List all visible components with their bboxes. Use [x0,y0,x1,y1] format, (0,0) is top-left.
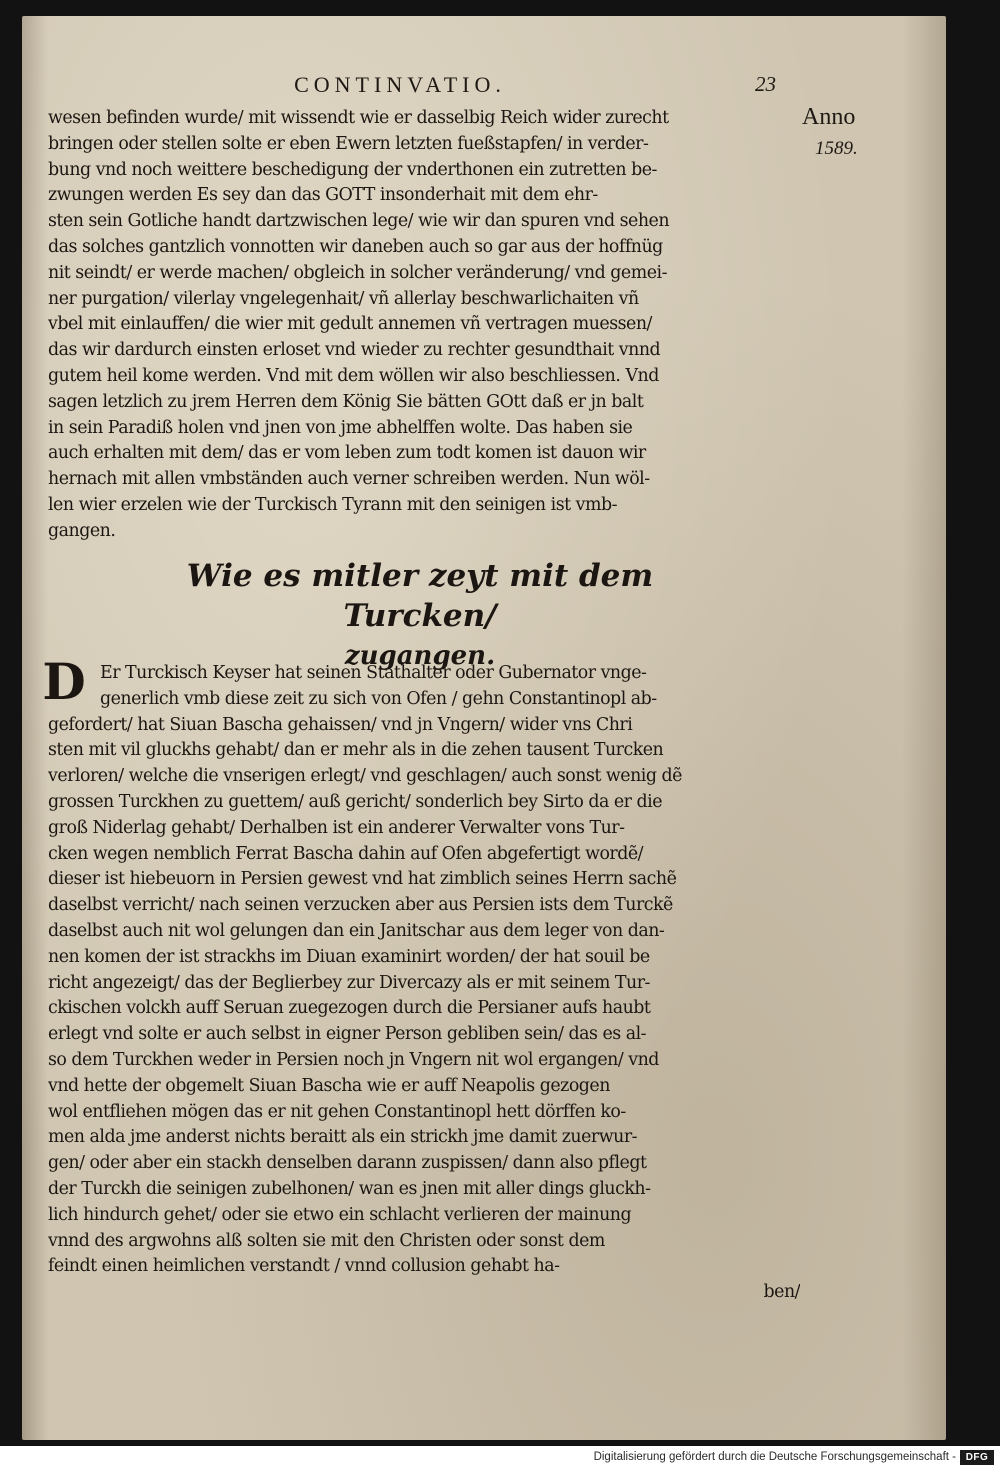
text-line: in sein Paradiß holen vnd jnen von jme abhelffen wolte. Das haben sie [48,417,633,438]
text-line: zwungen werden Es sey dan das GOTT insonderhait mit dem ehr- [48,185,598,206]
paragraph-1 [48,106,800,545]
text-line: das wir dardurch einsten erloset vnd wieder zu rechter gesundthait vnnd [48,340,661,361]
text-line: verloren/ welche die vnserigen erlegt/ vnd geschlagen/ auch sonst wenig dẽ [48,766,682,787]
text-line: richt angezeigt/ das der Beglierbey zur Divercazy als er mit seinem Tur- [48,972,650,993]
text-line: gefordert/ hat Siuan Bascha gehaissen/ vnd jn Vngern/ wider vns Chri [48,714,633,735]
text-line: sagen letzlich zu jrem Herren dem König Sie bätten GOtt daß er jn balt [48,391,644,412]
text-line: bringen oder stellen solte er eben Ewern letzten fueßstapfen/ in verder- [48,133,649,154]
text-line: wol entfliehen mögen das er nit gehen Constantinopl hett dörffen ko- [48,1101,626,1122]
text-line: bung vnd noch weittere beschedigung der vnderthonen ein zutretten be- [48,159,657,180]
text-line: len wier erzelen wie der Turckisch Tyrann mit den seinigen ist vmb- [48,494,617,515]
section-heading-line-1: Wie es mitler zeyt mit dem Turcken/ [186,558,654,634]
text-line: sten mit vil gluckhs gehabt/ dan er mehr als in die zehen tausent Turcken [48,740,664,761]
text-line: lich hindurch gehet/ oder sie etwo ein schlacht verlieren der mainung [48,1204,632,1225]
text-line: vnd hette der obgemelt Siuan Bascha wie er auff Neapolis gezogen [48,1075,610,1096]
text-line: wesen befinden wurde/ mit wissendt wie er dasselbig Reich wider zurecht [48,108,669,128]
text-line: dieser ist hiebeuorn in Persien gewest vnd hat zimblich seines Herrn sachẽ [48,869,677,890]
text-line: ben/ [763,1282,800,1303]
margin-note-year: 1589. [815,138,858,159]
text-line: das solches gantzlich vonnotten wir daneben auch so gar aus der hoffnüg [48,236,663,257]
page-number: 23 [755,72,776,96]
section-heading-line-2: zugangen. [344,641,496,671]
text-line: erlegt vnd solte er auch selbst in eigner Person gebliben sein/ das es al- [48,1024,647,1045]
text-line: Er Turckisch Keyser hat seinen Stathalter oder Gubernator vnge- [100,663,647,683]
text-line: gangen. [48,520,116,541]
text-line: nen komen der ist strackhs im Diuan examinirt worden/ der hat souil be [48,946,650,967]
text-line: men alda jme anderst nichts beraitt als ein strickh jme damit zuerwur- [48,1127,638,1148]
text-line: vnnd des argwohns alß solten sie mit den Christen oder sonst dem [48,1230,605,1251]
text-line: gutem heil kome werden. Vnd mit dem wöllen wir also beschliessen. Vnd [48,365,659,386]
text-line: ckischen volckh auff Seruan zuegezogen durch die Persianer aufs haubt [48,998,651,1019]
text-line: vbel mit einlauffen/ die wier mit gedult annemen vñ vertragen muessen/ [48,314,652,335]
text-line: nit seindt/ er werde machen/ obgleich in solcher veränderung/ vnd gemei- [48,262,667,283]
section-heading [140,556,700,676]
text-line: feindt einen heimlichen verstandt / vnnd collusion gehabt ha- [48,1256,560,1277]
text-line: generlich vmb diese zeit zu sich von Ofen / gehn Constantinopl ab- [100,688,657,709]
text-line: groß Niderlag gehabt/ Derhalben ist ein anderer Verwalter vons Tur- [48,817,625,838]
running-title: CONTINVATIO. [294,72,506,97]
funding-credit: Digitalisierung gefördert durch die Deutsche Forschungsgemeinschaft - [593,1451,956,1463]
text-line: sten sein Gotliche handt dartzwischen lege/ wie wir dan spuren vnd sehen [48,211,670,232]
text-line: grossen Turckhen zu guettem/ auß gericht/ sonderlich bey Sirto da er die [48,791,663,812]
text-line: auch erhalten mit dem/ das er vom leben zum todt komen ist dauon wir [48,443,646,464]
text-line: daselbst auch nit wol gelungen dan ein Janitschar aus dem leger von dan- [48,920,665,941]
text-line: so dem Turckhen weder in Persien noch jn Vngern nit wol ergangen/ vnd [48,1049,659,1070]
text-line: cken wegen nemblich Ferrat Bascha dahin auf Ofen abgefertigt wordẽ/ [48,843,644,864]
text-line: der Turckh die seinigen zubelhonen/ wan es jnen mit aller dings gluckh- [48,1178,651,1199]
text-line: gen/ oder aber ein stackh denselben darann zuspissen/ dann also pflegt [48,1153,647,1174]
dfg-logo-icon: DFG [960,1450,994,1465]
paragraph-2 [48,661,800,1306]
drop-cap: D [42,652,86,711]
text-line: hernach mit allen vmbständen auch verner schreiben werden. Nun wöl- [48,469,650,490]
text-line: ner purgation/ vilerlay vngelegenhait/ vñ allerlay beschwarlichaiten vñ [48,288,639,309]
text-line: daselbst verricht/ nach seinen verzucken aber aus Persien ists dem Turckẽ [48,895,673,916]
margin-note-anno: Anno [802,104,856,130]
